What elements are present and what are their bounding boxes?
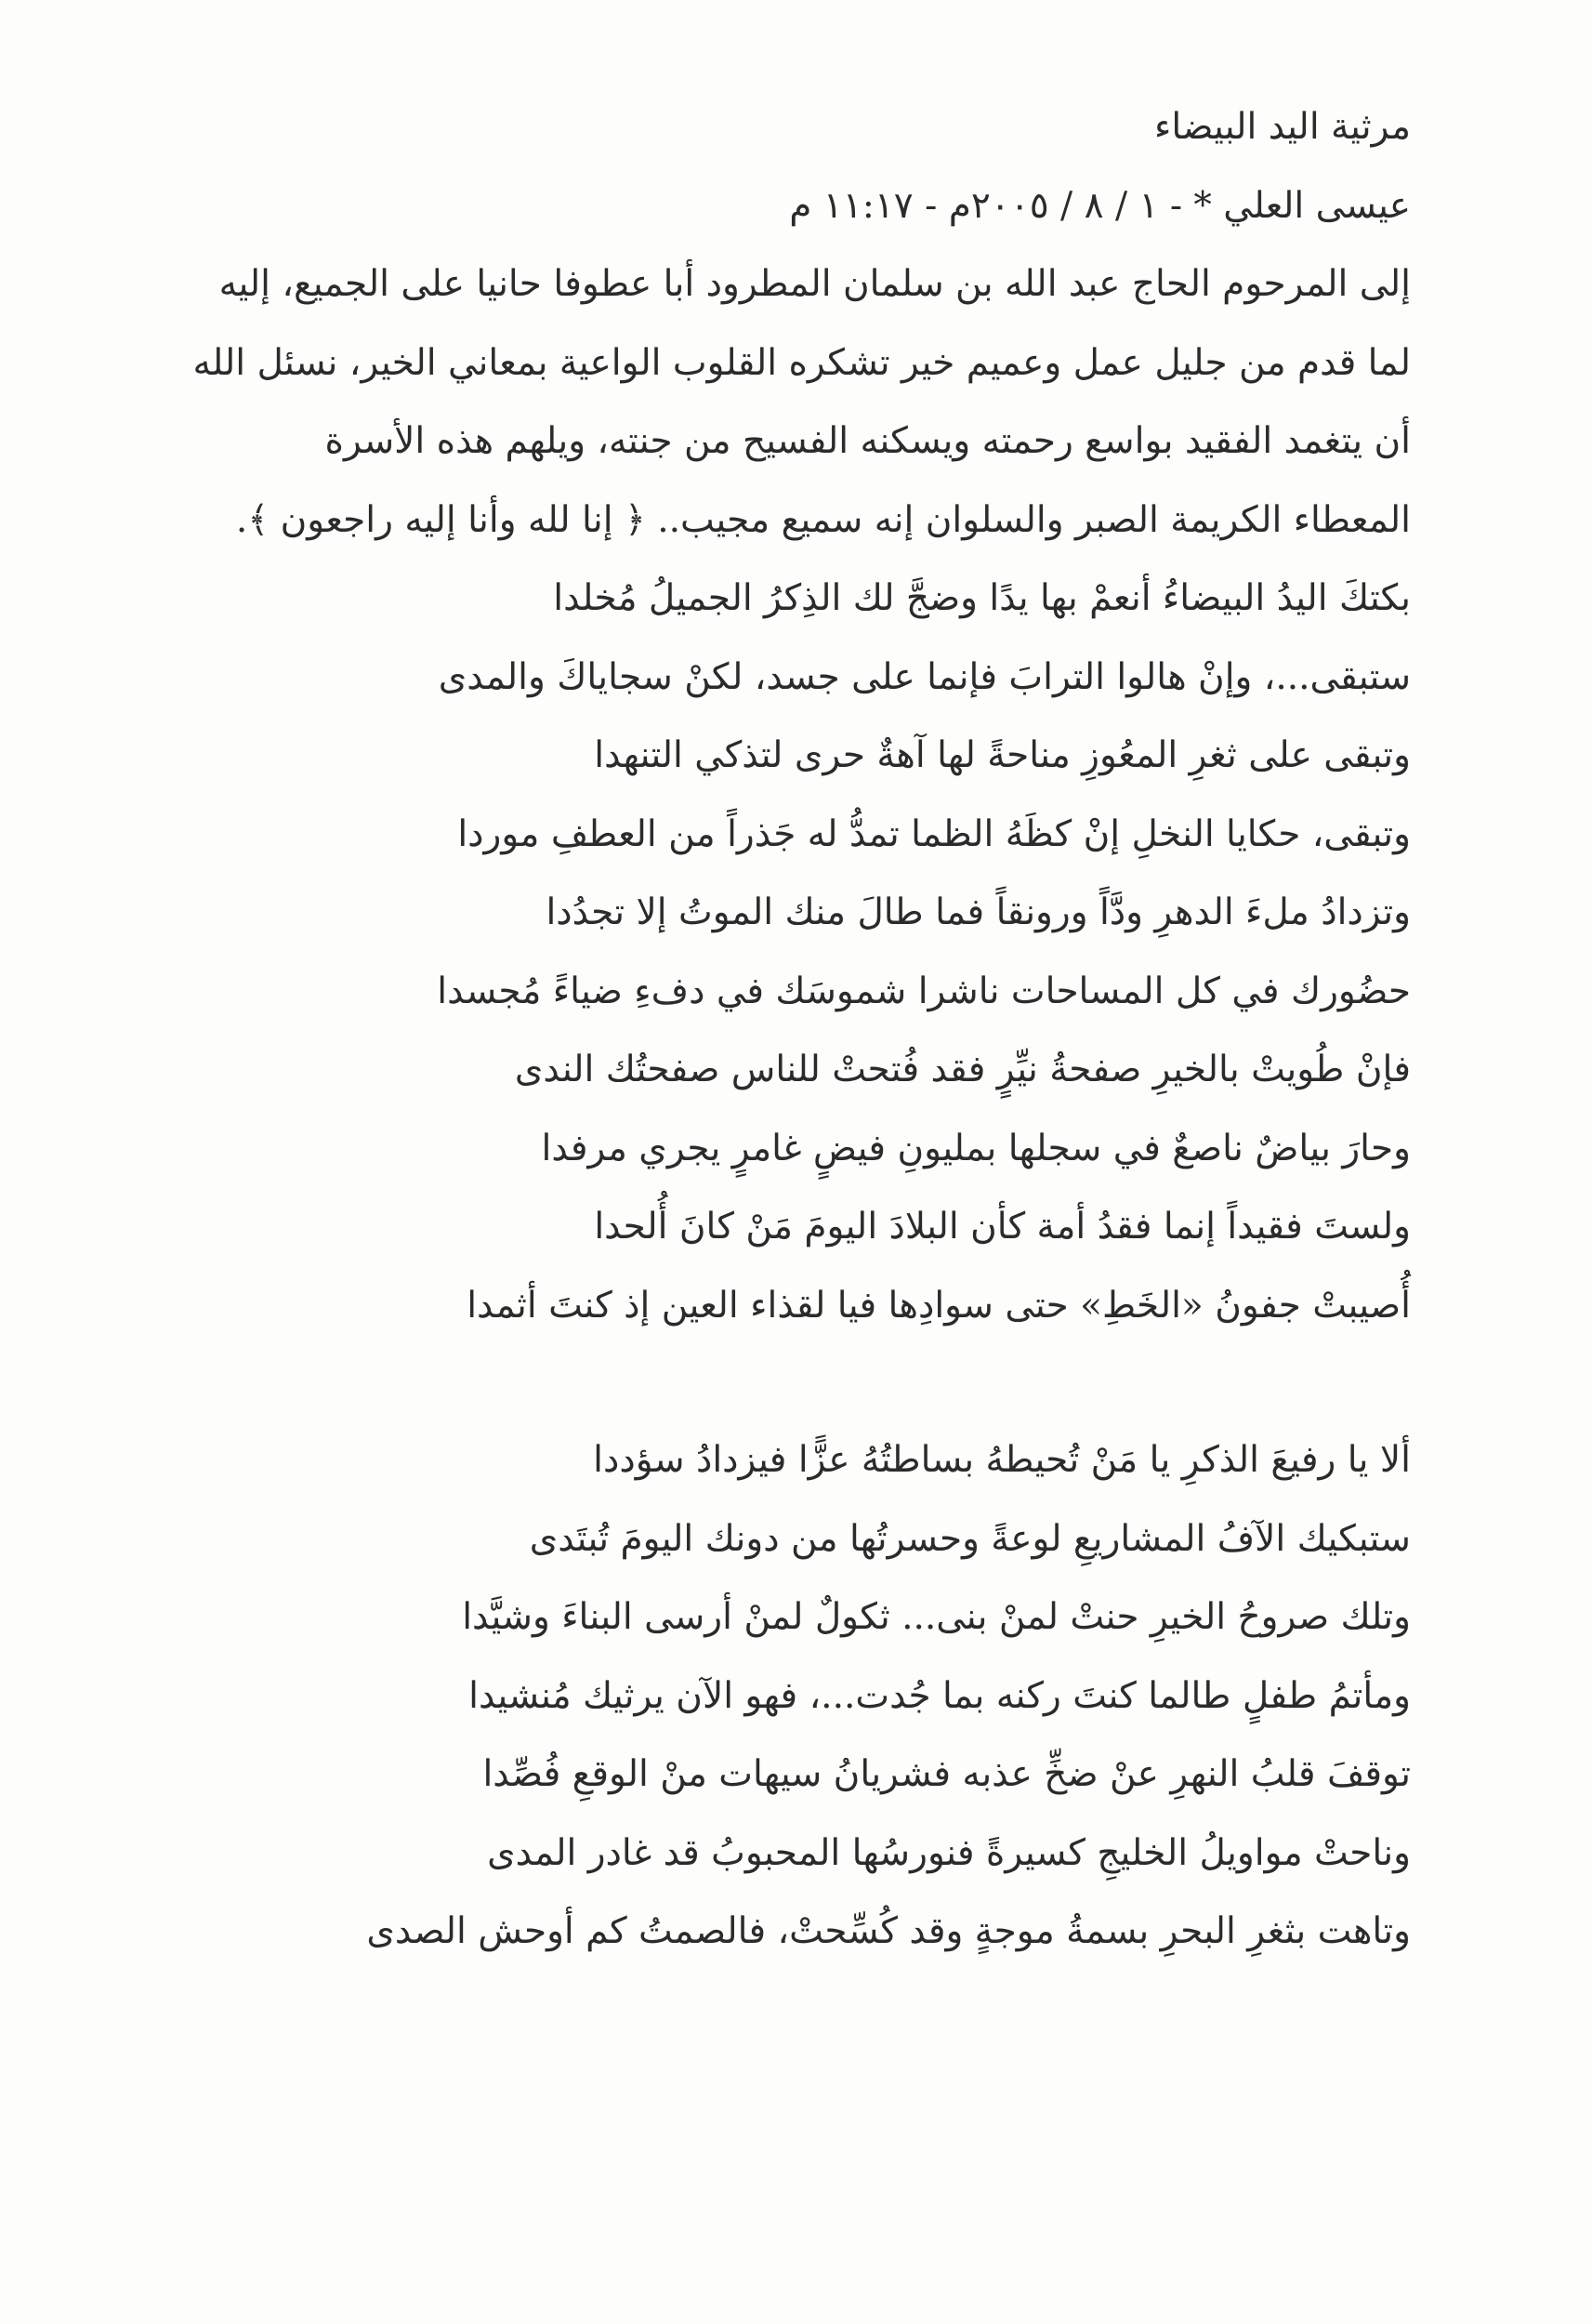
verse-line: وحارَ بياضٌ ناصعٌ في سجلها بمليونِ فيضٍ غامرٍ يجري مرفدا (541, 1127, 1411, 1169)
verse-line: ستبقى...، وإنْ هالوا الترابَ فإنما على جسد، لكنْ سجاياكَ والمدى (438, 655, 1411, 698)
verse-line: بكتكَ اليدُ البيضاءُ أنعمْ بها يدًا وضجَّ لك الذِكرُ الجميلُ مُخلدا (553, 577, 1411, 619)
verse-line: ألا يا رفيعَ الذكرِ يا مَنْ تُحيطهُ بساطتُهُ عزًّا فيزدادُ سؤددا (593, 1439, 1411, 1481)
byline: عيسى العلي * - ١ / ٨ / ٢٠٠٥م - ١١:١٧ م (789, 184, 1411, 227)
stanza-gap (175, 1345, 1411, 1421)
verse-line: توقفَ قلبُ النهرِ عنْ ضخِّ عذبه فشريانُ سيهات منْ الوقعِ فُصِّدا (482, 1753, 1411, 1795)
verse-line: وتبقى، حكايا النخلِ إنْ كظَهُ الظما تمدُّ له جَذراً من العطفِ موردا (457, 812, 1411, 855)
intro-line: أن يتغمد الفقيد بواسع رحمته ويسكنه الفسيح من جنته، ويلهم هذه الأسرة (324, 420, 1411, 462)
verse-line: ولستَ فقيداً إنما فقدُ أمة كأن البلادَ اليومَ مَنْ كانَ أُلحدا (594, 1206, 1411, 1248)
intro-line: المعطاء الكريمة الصبر والسلوان إنه سميع مجيب.. ﴿ إنا لله وأنا إليه راجعون ﴾. (235, 498, 1411, 541)
verse-line: وتبقى على ثغرِ المعُوزِ مناحةً لها آهةٌ حرى لتذكي التنهدا (594, 734, 1411, 776)
verse-line: ستبكيك الآفُ المشاريعِ لوعةً وحسرتُها من دونك اليومَ تُبتَدى (529, 1517, 1411, 1560)
verse-line: وتزدادُ ملءَ الدهرِ ودَّاً ورونقاً فما طالَ منك الموتُ إلا تجدُدا (546, 891, 1411, 933)
verse-line: وتاهت بثغرِ البحرِ بسمةُ موجةٍ وقد كُسِّحتْ، فالصمتُ كم أوحش الصدى (366, 1910, 1411, 1952)
intro-line: إلى المرحوم الحاج عبد الله بن سلمان المطرود أبا عطوفا حانيا على الجميع، إليه (218, 263, 1411, 305)
verse-line: أُصيبتْ جفونُ «الخَطِ» حتى سوادِها فيا لقذاء العين إذ كنتَ أثمدا (467, 1284, 1411, 1327)
verse-line: ومأتمُ طفلٍ طالما كنتَ ركنه بما جُدت...، فهو الآن يرثيك مُنشيدا (468, 1674, 1411, 1717)
verse-line: حضُورك في كل المساحات ناشرا شموسَك في دفءِ ضياءً مُجسدا (437, 970, 1411, 1012)
verse-line: وتلك صروحُ الخيرِ حنتْ لمنْ بنى... ثكولٌ لمنْ أرسى البناءَ وشيَّدا (462, 1596, 1411, 1638)
elegy-text (175, 88, 1411, 1972)
document-title: مرثية اليد البيضاء (1154, 106, 1411, 148)
verse-line: فإنْ طُويتْ بالخيرِ صفحةُ نيِّرٍ فقد فُتحتْ للناس صفحتُك الندى (514, 1049, 1411, 1090)
intro-line: لما قدم من جليل عمل وعميم خير تشكره القلوب الواعية بمعاني الخير، نسئل الله (192, 341, 1411, 384)
verse-line: وناحتْ مواويلُ الخليجِ كسيرةً فنورسُها المحبوبُ قد غادر المدى (487, 1831, 1411, 1874)
